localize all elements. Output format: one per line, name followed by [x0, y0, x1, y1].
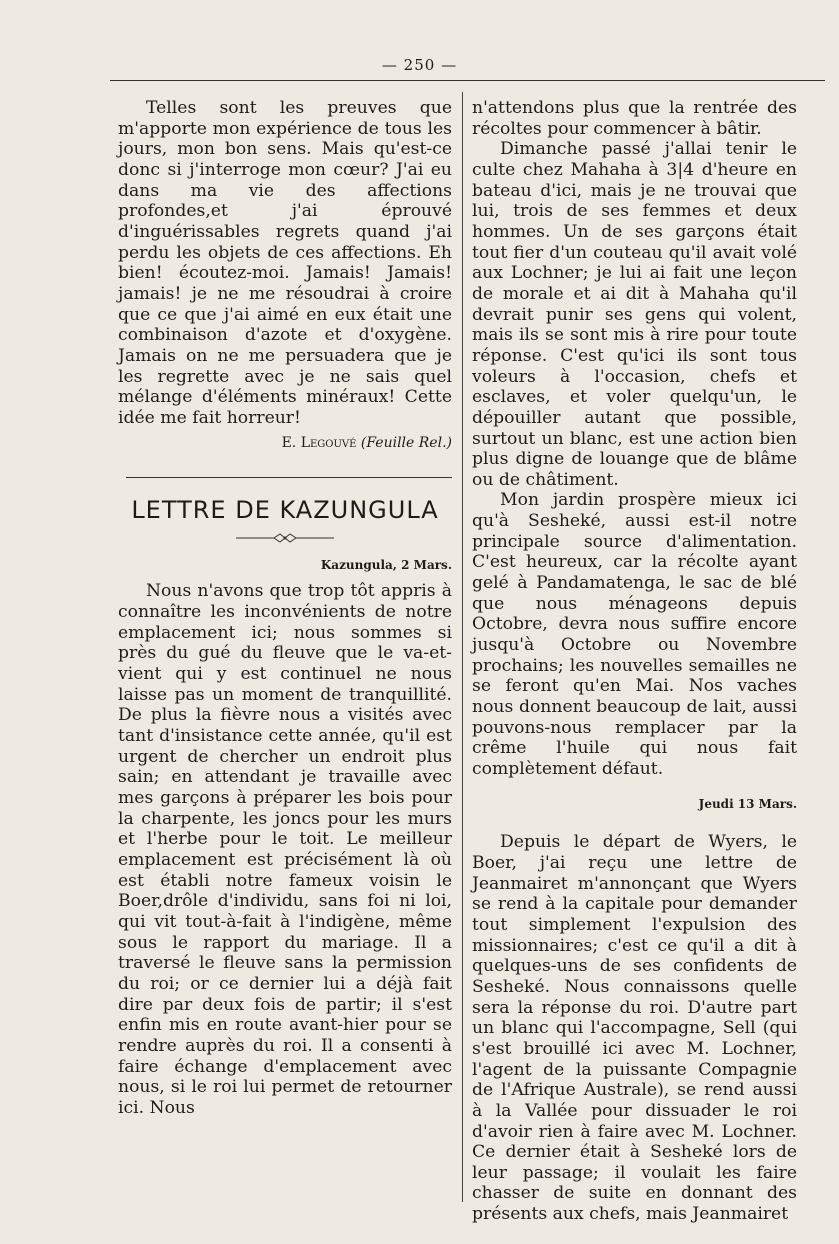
signature-author: E. Legouvé	[281, 434, 357, 451]
column-divider	[462, 92, 463, 1202]
letter-paragraph: Dimanche passé j'allai tenir le culte chez Mahaha à 3|4 d'heure en bateau d'ici, mais je ne trouvai que lui, trois de ses femmes et deux hommes. Un de ses garçons était tout fier d'un couteau qu'il avait volé aux Lochner; je lui ai fait une leçon de morale et ai dit à Mahaha qu'il devrait punir ses gens qui volent, mais ils se sont mis à rire pour toute réponse. C'est qu'ici ils sont tous voleurs à l'occasion, chefs et esclaves, et voler quelqu'un, le dépouiller autant que possible, surtout un blanc, est une action bien plus digne de louange que de blâme ou de châtiment.	[472, 139, 797, 490]
section-title: LETTRE DE KAZUNGULA	[131, 496, 439, 525]
letter-paragraph-continued: n'attendons plus que la rentrée des récoltes pour commencer à bâtir.	[472, 98, 797, 139]
header-rule	[110, 80, 825, 81]
right-column	[472, 98, 797, 1225]
letter-dateline: Jeudi 13 Mars.	[698, 796, 797, 811]
essay-paragraph: Telles sont les preuves que m'apporte mon expérience de tous les jours, mon bon sens. Mais qu'est-ce donc si j'interroge mon cœur? J'ai eu dans ma vie des affections profondes,et j'ai éprouvé d'inguérissables regrets quand j'ai perdu les objets de ces affections. Eh bien! écoutez-moi. Jamais! Jamais! jamais! je ne me résoudrai à croire que ce que j'ai aimé en eux était une combinaison d'azote et d'oxygène. Jamais on ne me persuadera que je les regrette avec je ne sais quel mélange d'éléments minéraux! Cette idée me fait horreur!	[118, 98, 452, 428]
page-number: — 250 —	[381, 56, 458, 74]
letter-paragraph: Mon jardin prospère mieux ici qu'à Sesheké, aussi est-il notre principale source d'alimentation. C'est heureux, car la récolte ayant gelé à Pandamatenga, le sac de blé que nous ménageons depuis Octobre, devra nous suffire encore jusqu'à Octobre ou Novembre prochains; les nouvelles semailles ne se feront qu'en Mai. Nos vaches nous donnent beaucoup de lait, aussi pouvons-nous remplacer par la crême l'huile qui nous fait complètement défaut.	[472, 490, 797, 779]
signature-source: (Feuille Rel.)	[360, 434, 452, 451]
letter-dateline: Kazungula, 2 Mars.	[320, 557, 452, 572]
letter-paragraph: Depuis le départ de Wyers, le Boer, j'ai reçu une lettre de Jeanmairet m'annonçant que Wyers se rend à la capitale pour demander tout simplement l'expulsion des missionnaires; c'est ce qu'il a dit à quelques-uns de ses confidents de Sesheké. Nous connaissons quelle sera la réponse du roi. D'autre part un blanc qui l'accompagne, Sell (qui s'est brouillé ici avec M. Lochner, l'agent de la puissante Compagnie de l'Afrique Australe), se rend aussi à la Vallée pour dissuader le roi d'avoir rien à faire avec M. Lochner. Ce dernier était à Sesheké lors de leur passage; il voulait les faire chasser de suite en donnant des présents aux chefs, mais Jeanmairet	[472, 832, 797, 1225]
section-rule	[126, 477, 452, 478]
left-column	[118, 98, 452, 1119]
essay-signature	[118, 433, 452, 454]
letter-paragraph: Nous n'avons que trop tôt appris à connaître les inconvénients de notre emplacement ici; nous sommes si près du gué du fleuve que le va-et-vient qui y est continuel ne nous laisse pas un moment de tranquillité. De plus la fièvre nous a visités avec tant d'insistance cette année, qu'il est urgent de chercher un endroit plus sain; en attendant je travaille avec mes garçons à préparer les bois pour la charpente, les joncs pour les murs et l'herbe pour le toit. Le meilleur emplacement est précisément là où est établi notre fameux voisin le Boer,drôle d'individu, sans foi ni loi, qui vit tout-à-fait à l'indigène, même sous le rapport du mariage. Il a traversé le fleuve sans la permission du roi; or ce dernier lui a déjà fait dire par deux fois de partir; il s'est enfin mis en route avant-hier pour se rendre auprès du roi. Il a consenti à faire échange d'emplacement avec nous, si le roi lui permet de retourner ici. Nous	[118, 581, 452, 1118]
ornament-divider	[230, 531, 340, 545]
